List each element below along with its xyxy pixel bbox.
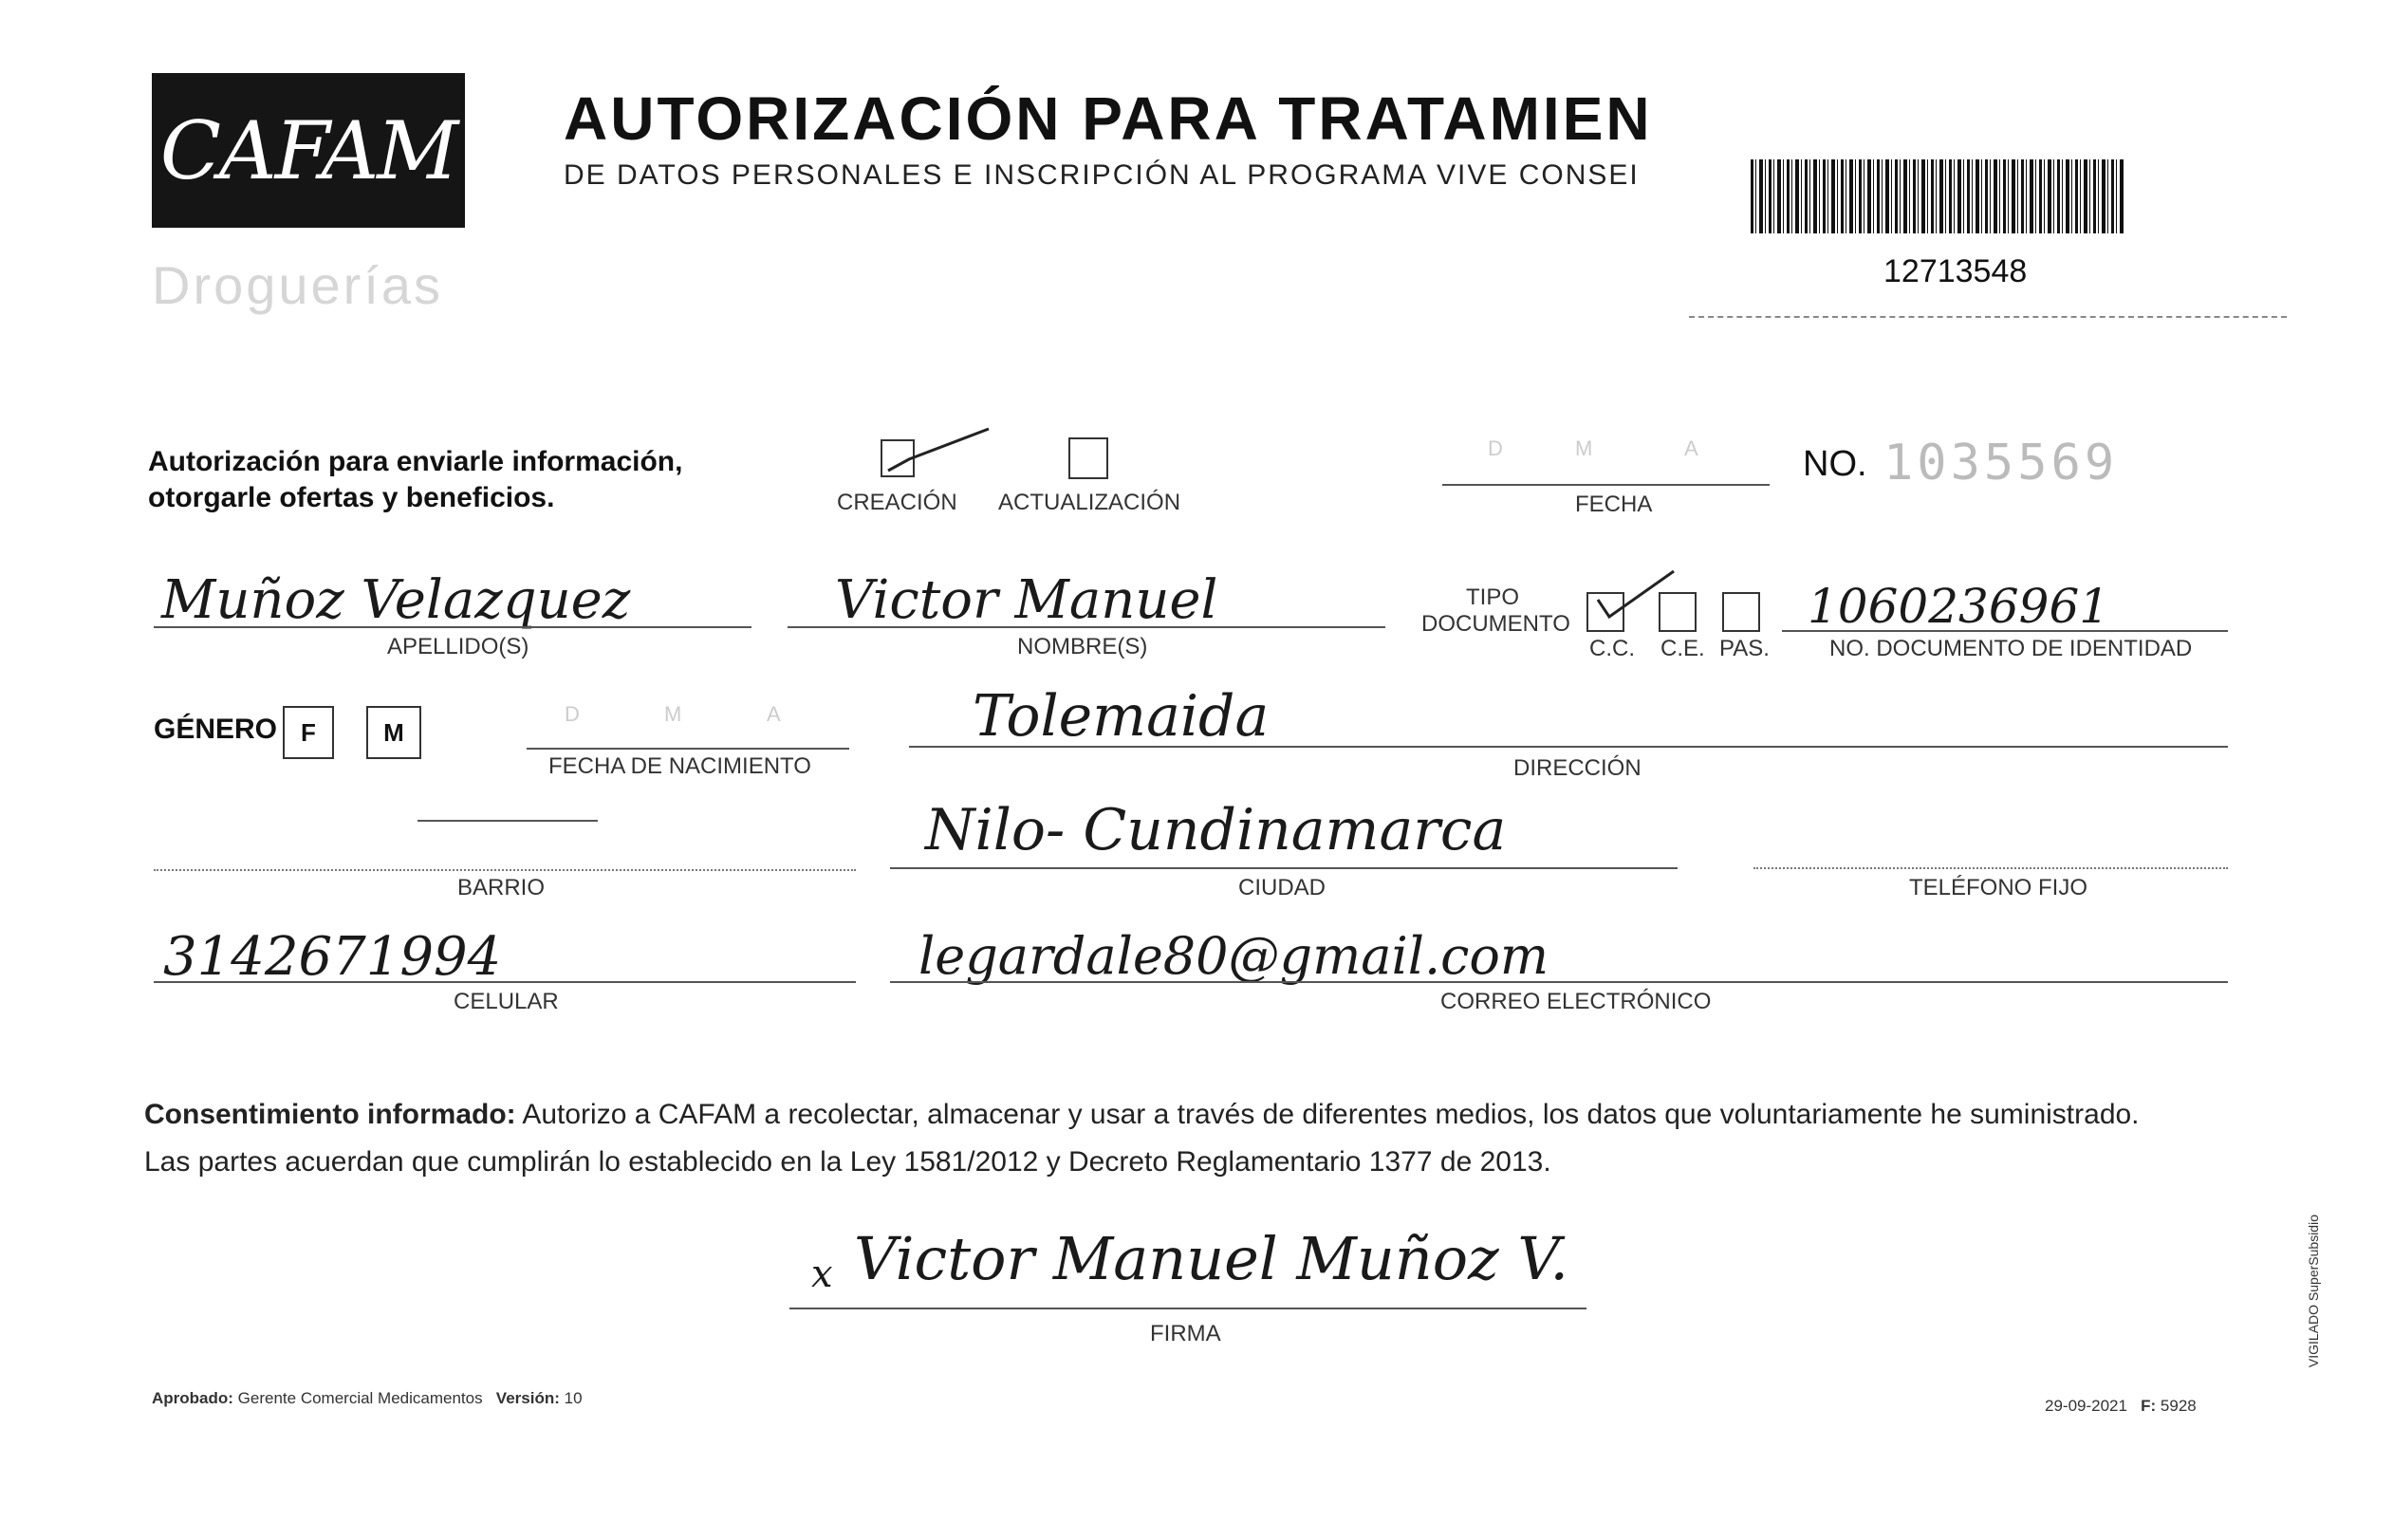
birth-date-field[interactable] xyxy=(527,748,849,750)
signature-label: FIRMA xyxy=(1150,1321,1221,1346)
vigilado-label: VIGILADO SuperSubsidio xyxy=(2306,1215,2321,1368)
genero-m-option[interactable]: M xyxy=(366,706,421,759)
consent-line-1: Consentimiento informado: Autorizo a CAFAM a recolectar, almacenar y usar a través de diferentes medios, los datos que voluntariamente he suministrado. xyxy=(144,1099,2140,1130)
ciudad-label: CIUDAD xyxy=(1238,875,1326,900)
consent-line-2: Las partes acuerdan que cumplirán lo establecido en la Ley 1581/2012 y Decreto Reglamentario 1377 de 2013. xyxy=(144,1146,1551,1178)
date-field[interactable] xyxy=(1442,484,1770,486)
apellidos-label: APELLIDO(S) xyxy=(387,634,529,659)
date-year-hint: A xyxy=(1684,436,1698,460)
tipo-doc-label-1: TIPO xyxy=(1466,584,1520,610)
telefono-field[interactable] xyxy=(1753,867,2228,869)
celular-field[interactable] xyxy=(154,981,856,983)
ce-checkbox[interactable] xyxy=(1659,592,1697,632)
ciudad-value: Nilo- Cundinamarca xyxy=(925,797,1507,863)
celular-label: CELULAR xyxy=(454,989,559,1014)
pas-label: PAS. xyxy=(1719,636,1770,661)
pas-checkbox[interactable] xyxy=(1722,592,1760,632)
update-checkbox[interactable] xyxy=(1068,437,1108,479)
intro-line-1: Autorización para enviarle información, xyxy=(148,446,683,477)
signature-field[interactable] xyxy=(789,1308,1586,1309)
date-day-hint: D xyxy=(1488,436,1503,460)
documento-field[interactable] xyxy=(1782,630,2228,632)
check-mark-icon xyxy=(882,425,996,482)
apellidos-value: Muñoz Velazquez xyxy=(161,569,631,631)
cafam-logo: CAFAM xyxy=(152,73,465,228)
barrio-mark xyxy=(417,820,598,822)
signature-mark: x xyxy=(811,1252,833,1296)
barrio-label: BARRIO xyxy=(457,875,546,900)
direccion-value: Tolemaida xyxy=(973,683,1270,750)
correo-field[interactable] xyxy=(890,981,2228,983)
celular-value: 3142671994 xyxy=(163,926,502,988)
footer-approved: Aprobado: Gerente Comercial Medicamentos Versión: 10 xyxy=(152,1389,583,1407)
barrio-field[interactable] xyxy=(154,869,856,871)
ciudad-field[interactable] xyxy=(890,867,1678,869)
birth-day-hint: D xyxy=(565,702,580,726)
documento-label: NO. DOCUMENTO DE IDENTIDAD xyxy=(1829,636,2193,661)
cc-label: C.C. xyxy=(1589,636,1635,661)
genero-f-option[interactable]: F xyxy=(283,706,334,759)
nombres-field[interactable] xyxy=(788,626,1385,628)
form-subtitle: DE DATOS PERSONALES E INSCRIPCIÓN AL PROGRAMA VIVE CONSEI xyxy=(564,159,1640,191)
logo-subtitle: Droguerías xyxy=(152,255,444,315)
direccion-label: DIRECCIÓN xyxy=(1513,755,1642,781)
date-month-hint: M xyxy=(1575,436,1593,460)
apellidos-field[interactable] xyxy=(154,626,751,628)
genero-label: GÉNERO xyxy=(154,714,278,745)
ce-label: C.E. xyxy=(1660,636,1705,661)
barcode-number: 12713548 xyxy=(1883,253,2028,289)
separator xyxy=(1689,316,2287,318)
documento-value: 1060236961 xyxy=(1808,579,2110,634)
birth-month-hint: M xyxy=(664,702,682,726)
date-label: FECHA xyxy=(1575,492,1653,517)
form-title: AUTORIZACIÓN PARA TRATAMIEN xyxy=(564,84,1653,153)
birth-year-hint: A xyxy=(767,702,781,726)
tipo-doc-label-2: DOCUMENTO xyxy=(1421,611,1570,637)
number-label: NO. xyxy=(1803,444,1867,484)
footer-date-form: 29-09-2021 F: 5928 xyxy=(2045,1397,2197,1415)
birth-date-label: FECHA DE NACIMIENTO xyxy=(548,753,811,779)
intro-line-2: otorgarle ofertas y beneficios. xyxy=(148,482,555,513)
barcode xyxy=(1751,159,2125,233)
direccion-field[interactable] xyxy=(909,746,2228,748)
correo-value: legardale80@gmail.com xyxy=(918,926,1549,986)
correo-label: CORREO ELECTRÓNICO xyxy=(1440,989,1712,1014)
update-label: ACTUALIZACIÓN xyxy=(998,490,1181,515)
creation-label: CREACIÓN xyxy=(837,490,957,515)
form-number: 1035569 xyxy=(1883,435,2119,492)
telefono-label: TELÉFONO FIJO xyxy=(1909,875,2088,900)
signature: Victor Manuel Muñoz V. xyxy=(854,1224,1569,1293)
nombres-label: NOMBRE(S) xyxy=(1017,634,1148,659)
nombres-value: Victor Manuel xyxy=(835,569,1218,631)
